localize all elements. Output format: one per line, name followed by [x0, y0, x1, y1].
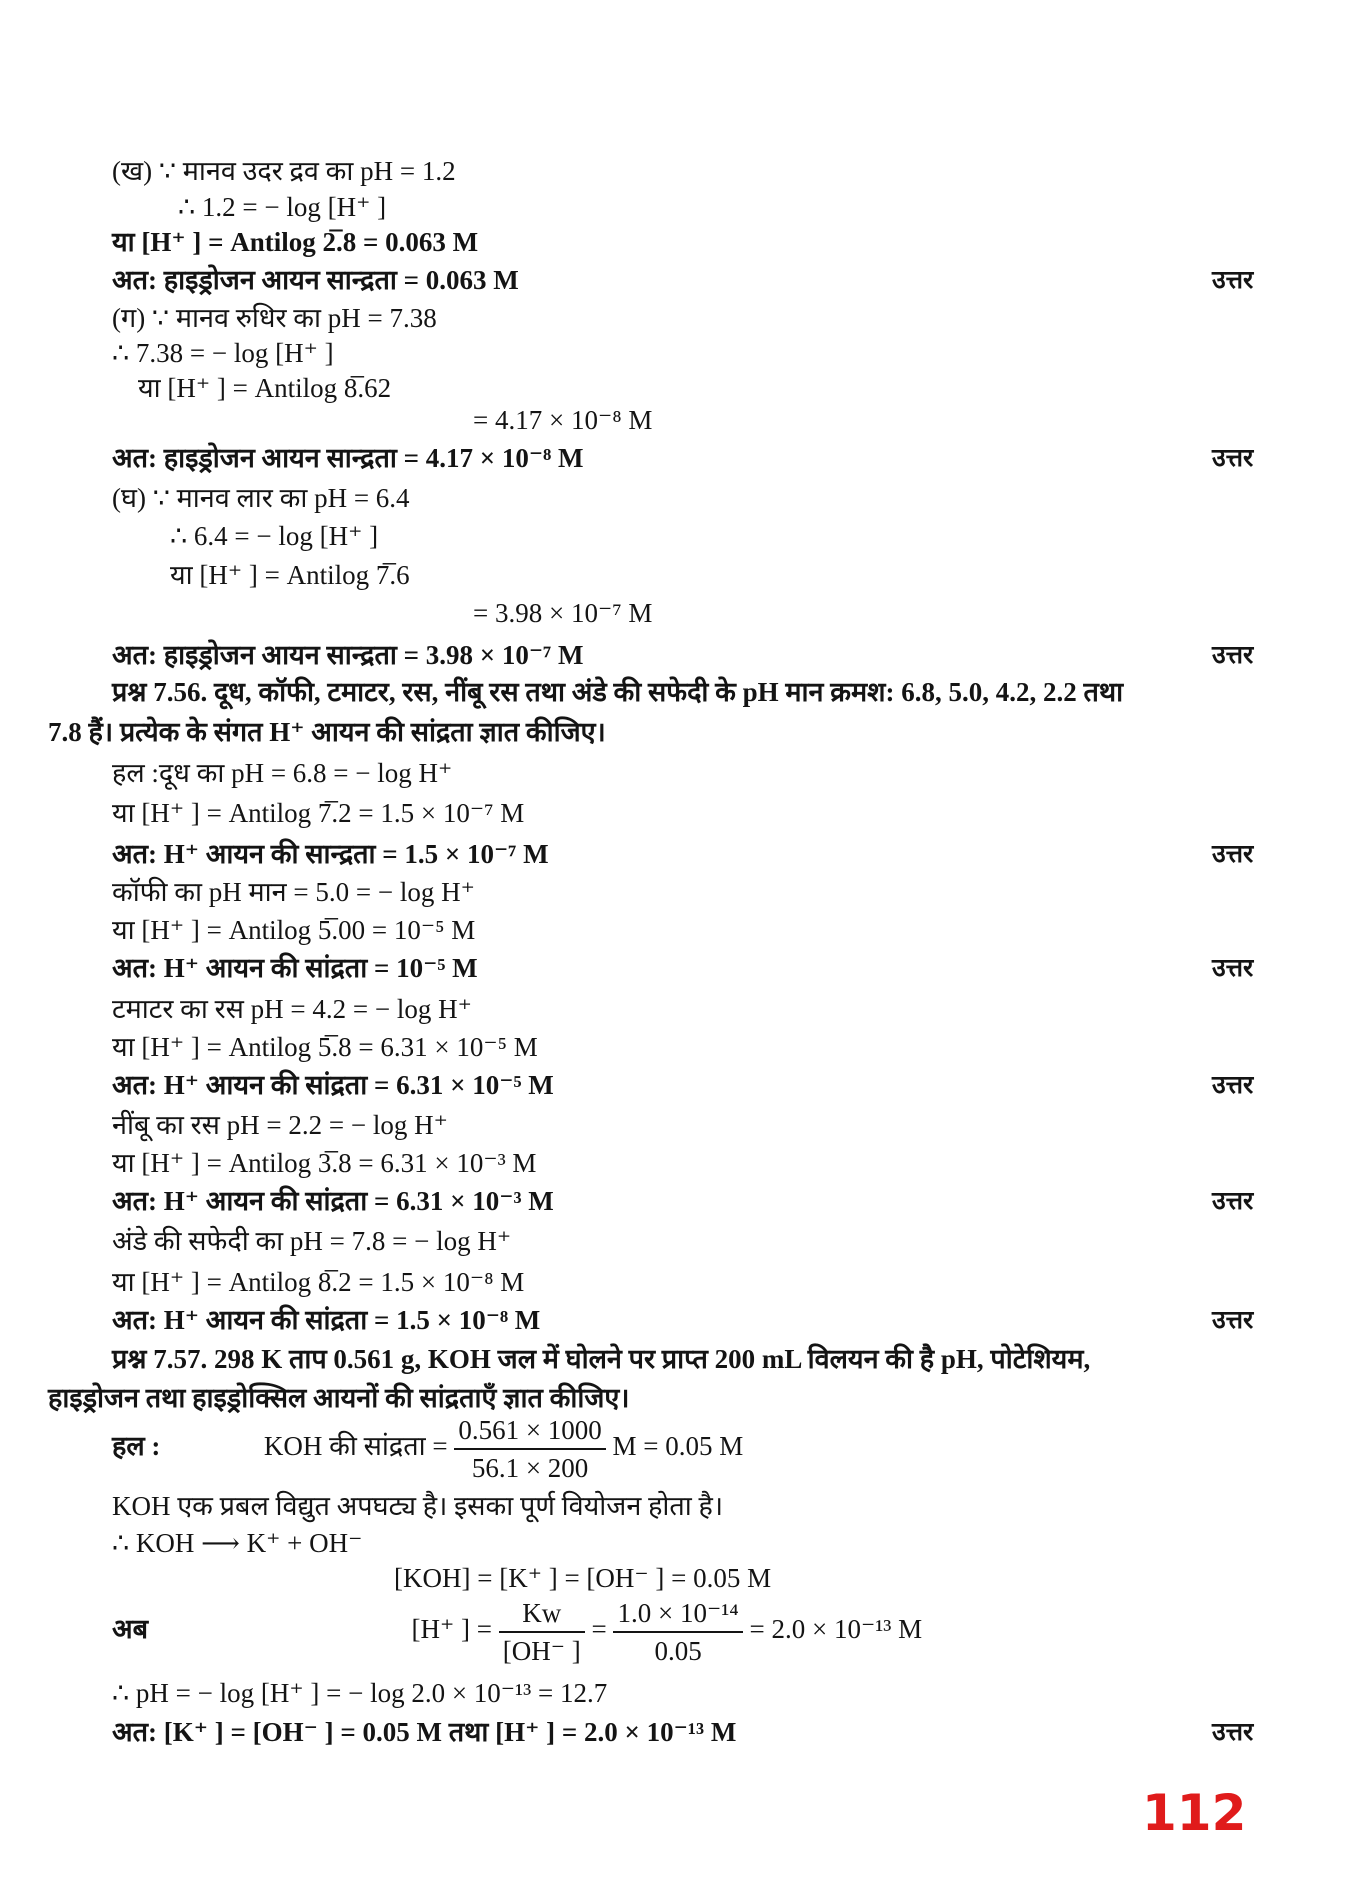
line: (घ) ∵ मानव लार का pH = 6.4 — [112, 483, 410, 513]
line: या [H⁺ ] = Antilog 3̅.8 = 6.31 × 10⁻³ M — [112, 1148, 537, 1178]
line: टमाटर का रस pH = 4.2 = − log H⁺ — [112, 994, 472, 1024]
line: [KOH] = [K⁺ ] = [OH⁻ ] = 0.05 M — [394, 1563, 772, 1593]
equation-lhs: [H⁺ ] = — [411, 1614, 493, 1645]
answer-line: अत: हाइड्रोजन आयन सान्द्रता = 3.98 × 10⁻⁷ M — [112, 640, 584, 670]
line: ∴ KOH ⟶ K⁺ + OH⁻ — [112, 1528, 363, 1558]
line: या [H⁺ ] = Antilog 5̅.8 = 6.31 × 10⁻⁵ M — [112, 1032, 538, 1062]
hydrogen-ion-equation — [112, 1595, 922, 1669]
line: अंडे की सफेदी का pH = 7.8 = − log H⁺ — [112, 1226, 512, 1256]
answer-line: अत: हाइड्रोजन आयन सान्द्रता = 0.063 M — [112, 265, 519, 295]
line: (ग) ∵ मानव रुधिर का pH = 7.38 — [112, 303, 437, 333]
line: कॉफी का pH मान = 5.0 = − log H⁺ — [112, 877, 475, 907]
equation-result: = 2.0 × 10⁻¹³ M — [749, 1614, 923, 1645]
line: (ख) ∵ मानव उदर द्रव का pH = 1.2 — [112, 156, 456, 186]
answer-line: अत: H⁺ आयन की सांद्रता = 6.31 × 10⁻³ M — [112, 1186, 554, 1216]
equals-sign: = — [591, 1614, 607, 1645]
answer-label: उत्तर — [1212, 642, 1254, 669]
line: या [H⁺ ] = Antilog 2̅.8 = 0.063 M — [112, 227, 479, 257]
line: या [H⁺ ] = Antilog 5̅.00 = 10⁻⁵ M — [112, 915, 476, 945]
numerator: 0.561 × 1000 — [454, 1412, 605, 1450]
line: या [H⁺ ] = Antilog 8̅.2 = 1.5 × 10⁻⁸ M — [112, 1267, 525, 1297]
question-line: 7.8 हैं। प्रत्येक के संगत H⁺ आयन की सांद्रता ज्ञात कीजिए। — [48, 717, 606, 747]
answer-line: अत: H⁺ आयन की सांद्रता = 6.31 × 10⁻⁵ M — [112, 1070, 554, 1100]
answer-line: अत: [K⁺ ] = [OH⁻ ] = 0.05 M तथा [H⁺ ] = 2.0 × 10⁻¹³ M — [112, 1717, 737, 1747]
solution-label: हल : — [112, 1431, 161, 1462]
line: ∴ 7.38 = − log [H⁺ ] — [112, 338, 334, 368]
koh-concentration-equation — [112, 1412, 743, 1486]
question-line: हाइड्रोजन तथा हाइड्रोक्सिल आयनों की सांद्रताएँ ज्ञात कीजिए। — [48, 1383, 630, 1413]
line: या [H⁺ ] = Antilog 8̅.62 — [138, 373, 392, 403]
answer-label: उत्तर — [1212, 445, 1254, 472]
question-line: प्रश्न 7.56. दूध, कॉफी, टमाटर, रस, नींबू रस तथा अंडे की सफेदी के pH मान क्रमश: 6.8, 5.0, 4.2, 2.2 तथा — [112, 677, 1124, 707]
question-line: प्रश्न 7.57. 298 K ताप 0.561 g, KOH जल में घोलने पर प्राप्त 200 mL विलयन की है pH, पोटेशियम, — [112, 1344, 1091, 1374]
answer-line: अत: H⁺ आयन की सांद्रता = 1.5 × 10⁻⁸ M — [112, 1305, 541, 1335]
line: हल :दूध का pH = 6.8 = − log H⁺ — [112, 758, 453, 788]
equation-result: M = 0.05 M — [612, 1431, 744, 1462]
answer-label: उत्तर — [1212, 1719, 1254, 1746]
equation-lhs: KOH की सांद्रता = — [263, 1431, 448, 1462]
line: या [H⁺ ] = Antilog 7̅.2 = 1.5 × 10⁻⁷ M — [112, 798, 525, 828]
answer-line: अत: हाइड्रोजन आयन सान्द्रता = 4.17 × 10⁻⁸ M — [112, 443, 584, 473]
fraction — [613, 1595, 742, 1669]
answer-label: उत्तर — [1212, 1072, 1254, 1099]
denominator: 0.05 — [654, 1636, 702, 1666]
answer-line: अत: H⁺ आयन की सान्द्रता = 1.5 × 10⁻⁷ M — [112, 839, 549, 869]
numerator: Kw — [499, 1595, 585, 1633]
page-number: 112 — [1142, 1784, 1247, 1842]
line: ∴ 6.4 = − log [H⁺ ] — [170, 521, 379, 551]
denominator: 56.1 × 200 — [471, 1453, 589, 1483]
line: = 4.17 × 10⁻⁸ M — [473, 405, 653, 435]
now-label: अब — [112, 1614, 149, 1645]
answer-label: उत्तर — [1212, 841, 1254, 868]
line: नींबू का रस pH = 2.2 = − log H⁺ — [112, 1110, 448, 1140]
line: या [H⁺ ] = Antilog 7̅.6 — [170, 560, 410, 590]
fraction — [499, 1595, 585, 1669]
answer-label: उत्तर — [1212, 267, 1254, 294]
line: ∴ 1.2 = − log [H⁺ ] — [178, 192, 387, 222]
answer-line: अत: H⁺ आयन की सांद्रता = 10⁻⁵ M — [112, 953, 478, 983]
answer-label: उत्तर — [1212, 1307, 1254, 1334]
fraction — [454, 1412, 605, 1486]
line: = 3.98 × 10⁻⁷ M — [473, 598, 653, 628]
line: ∴ pH = − log [H⁺ ] = − log 2.0 × 10⁻¹³ = 12.7 — [112, 1678, 608, 1708]
answer-label: उत्तर — [1212, 955, 1254, 982]
numerator: 1.0 × 10⁻¹⁴ — [613, 1595, 742, 1633]
line: KOH एक प्रबल विद्युत अपघट्य है। इसका पूर्ण वियोजन होता है। — [112, 1491, 724, 1521]
denominator: [OH⁻ ] — [502, 1636, 581, 1666]
answer-label: उत्तर — [1212, 1188, 1254, 1215]
